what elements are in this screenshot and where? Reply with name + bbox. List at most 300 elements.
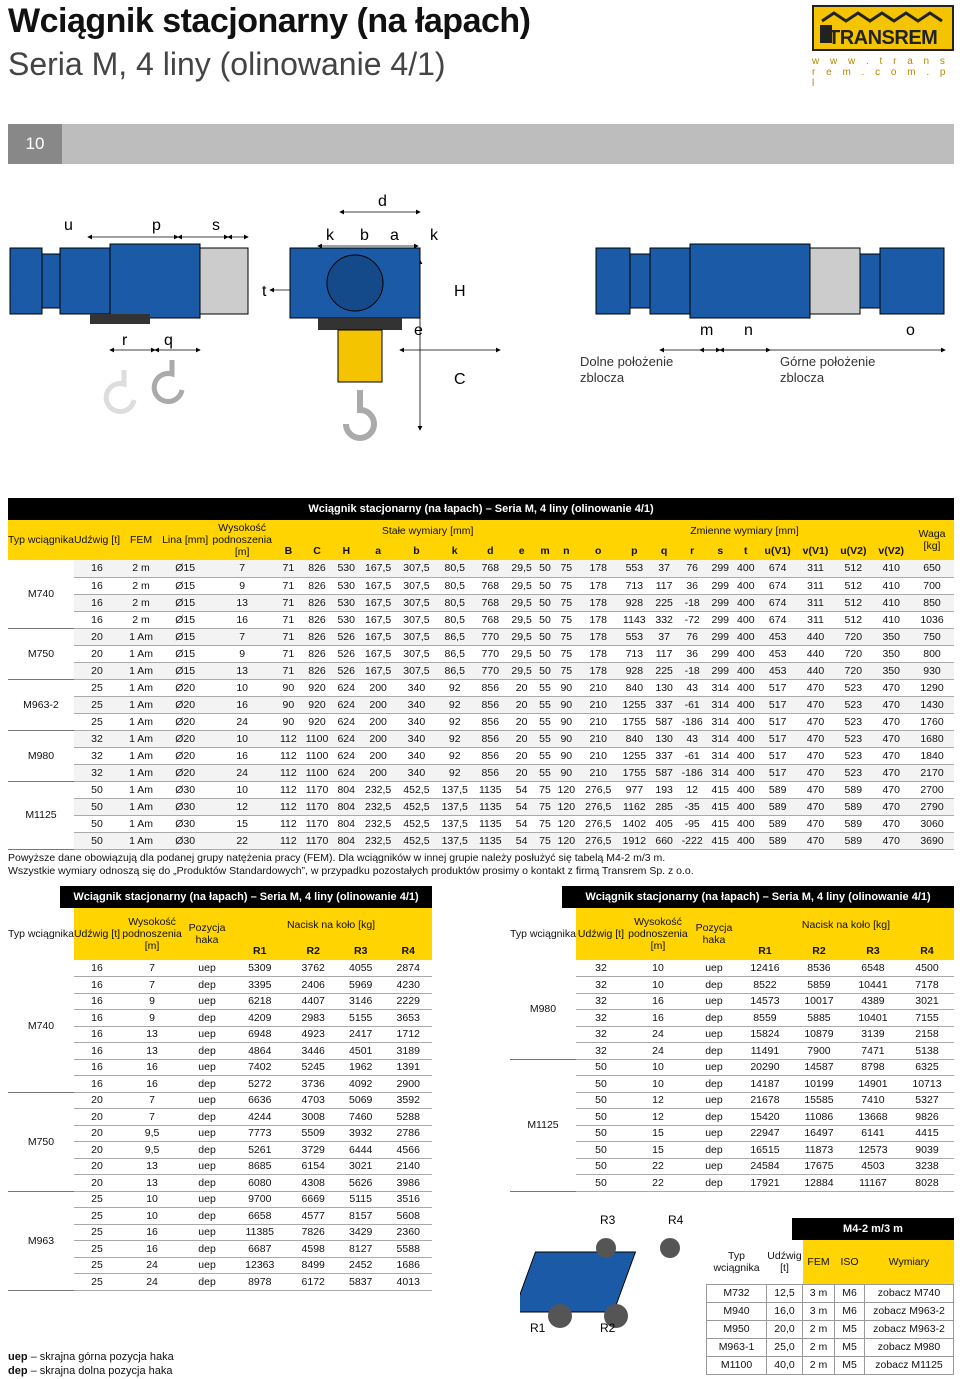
cell: 5626 xyxy=(337,1175,385,1192)
cell: dep xyxy=(184,1043,230,1060)
cell: 12 xyxy=(626,1109,690,1126)
cell: 415 xyxy=(708,815,734,832)
hoist-type: M740 xyxy=(8,560,74,628)
cell: 350 xyxy=(872,662,910,679)
cell: 29,5 xyxy=(507,628,537,645)
cell: 167,5 xyxy=(359,645,397,662)
cell: 1 Am xyxy=(120,679,162,696)
wl-h-load: Nacisk na koło [kg] xyxy=(230,908,432,942)
cell: 2983 xyxy=(289,1010,337,1027)
cell: 314 xyxy=(708,730,734,747)
table-row xyxy=(8,1191,432,1208)
cell: 50 xyxy=(537,611,554,628)
cell: 75 xyxy=(537,781,554,798)
cell: 4209 xyxy=(230,1010,289,1027)
cell: 16 xyxy=(74,611,120,628)
col-u(V1): u(V1) xyxy=(759,542,797,560)
table-row xyxy=(510,1142,954,1159)
cell: 8685 xyxy=(230,1158,289,1175)
table-row xyxy=(510,977,954,994)
cell: 1135 xyxy=(474,781,507,798)
cell: 2900 xyxy=(384,1076,432,1093)
cell: 2360 xyxy=(384,1224,432,1241)
dim-p: p xyxy=(152,217,161,234)
cell: 15420 xyxy=(738,1109,792,1126)
col-R4: R4 xyxy=(900,942,954,960)
cell: 650 xyxy=(910,560,954,577)
cell: 1755 xyxy=(617,713,651,730)
cell: 15 xyxy=(626,1142,690,1159)
cell: 2417 xyxy=(337,1026,385,1043)
cell: 120 xyxy=(554,781,580,798)
cell: 713 xyxy=(617,645,651,662)
cell: 8522 xyxy=(738,977,792,994)
m4-h-dim: Wymiary xyxy=(865,1240,954,1284)
cell: 37 xyxy=(651,560,677,577)
cell: 6080 xyxy=(230,1175,289,1192)
cell: uep xyxy=(184,1059,230,1076)
cell: zobacz M740 xyxy=(865,1284,954,1302)
cell: 526 xyxy=(333,645,359,662)
cell: 16 xyxy=(120,1224,184,1241)
cell: 470 xyxy=(797,730,834,747)
page-bar xyxy=(8,124,954,164)
cell: zobacz M1125 xyxy=(865,1356,954,1374)
wr-h-cap: Udźwig [t] xyxy=(576,908,626,960)
cell: zobacz M963-2 xyxy=(865,1302,954,1320)
cell: 24 xyxy=(120,1274,184,1291)
cell: 25 xyxy=(74,679,120,696)
cell: 20 xyxy=(74,1142,120,1159)
cell: 6658 xyxy=(230,1208,289,1225)
dim-e: e xyxy=(414,322,423,339)
dim-H: H xyxy=(454,283,466,300)
cell: dep xyxy=(184,1076,230,1093)
cell: 16515 xyxy=(738,1142,792,1159)
cell: 178 xyxy=(579,594,617,611)
cell: 24584 xyxy=(738,1158,792,1175)
cell: 86,5 xyxy=(436,645,474,662)
cell: 276,5 xyxy=(579,781,617,798)
cell: 92 xyxy=(436,747,474,764)
hoist-type: M1125 xyxy=(8,781,74,849)
cell: 193 xyxy=(651,781,677,798)
cell: 7 xyxy=(208,560,276,577)
cell: -95 xyxy=(677,815,708,832)
cell: 20 xyxy=(507,747,537,764)
h-cap: Udźwig [t] xyxy=(74,520,120,560)
notes xyxy=(8,852,694,878)
cell: 3189 xyxy=(384,1043,432,1060)
cell: 43 xyxy=(677,679,708,696)
cell: 178 xyxy=(579,662,617,679)
cell: 3238 xyxy=(900,1158,954,1175)
cell: 400 xyxy=(733,815,759,832)
upper-position-label: Górne położenie xyxy=(780,354,876,369)
cell: 80,5 xyxy=(436,594,474,611)
cell: 16 xyxy=(74,594,120,611)
cell: M963-1 xyxy=(707,1338,767,1356)
cell: 15824 xyxy=(738,1026,792,1043)
cell: 512 xyxy=(834,577,872,594)
cell: 32 xyxy=(576,977,626,994)
cell: 10401 xyxy=(846,1010,900,1027)
cell: 4407 xyxy=(289,993,337,1010)
cell: 587 xyxy=(651,764,677,781)
cell: 553 xyxy=(617,628,651,645)
wheel-load-table-left xyxy=(8,886,432,1291)
cell: 2158 xyxy=(900,1026,954,1043)
col-m: m xyxy=(537,542,554,560)
cell: 92 xyxy=(436,730,474,747)
cell: 16 xyxy=(74,977,120,994)
cell: dep xyxy=(690,977,738,994)
cell: 523 xyxy=(834,696,872,713)
cell: 75 xyxy=(537,832,554,849)
cell: 5138 xyxy=(900,1043,954,1060)
h-fem: FEM xyxy=(120,520,162,560)
cell: 50 xyxy=(576,1092,626,1109)
note-line-1: Powyższe dane obowiązują dla podanej grupy natężenia pracy (FEM). Dla wciągników w innej grupie należy posłużyć się tabelą M4-2 m/3 m. xyxy=(8,852,666,864)
table-row xyxy=(8,1092,432,1109)
cell: 1 Am xyxy=(120,662,162,679)
cell: 11873 xyxy=(792,1142,846,1159)
table-row xyxy=(510,1109,954,1126)
m4-table-block xyxy=(706,1218,954,1375)
cell: 523 xyxy=(834,747,872,764)
cell: 4566 xyxy=(384,1142,432,1159)
table-row xyxy=(8,832,954,849)
cell: 22 xyxy=(208,832,276,849)
col-v(V2): v(V2) xyxy=(872,542,910,560)
cell: 674 xyxy=(759,577,797,594)
cell: 16 xyxy=(120,1076,184,1093)
dim-u: u xyxy=(64,217,73,234)
cell: 17921 xyxy=(738,1175,792,1192)
m4-h-fem: FEM xyxy=(803,1240,835,1284)
cell: 20 xyxy=(74,1125,120,1142)
cell: 13 xyxy=(120,1158,184,1175)
cell: 920 xyxy=(301,713,334,730)
cell: 720 xyxy=(834,662,872,679)
col-e: e xyxy=(507,542,537,560)
cell: 4308 xyxy=(289,1175,337,1192)
dim-t: t xyxy=(262,283,267,300)
cell: 299 xyxy=(708,628,734,645)
cell: 470 xyxy=(872,781,910,798)
cell: Ø15 xyxy=(162,594,208,611)
cell: Ø15 xyxy=(162,611,208,628)
cell: 340 xyxy=(397,730,435,747)
cell: 5069 xyxy=(337,1092,385,1109)
cell: 826 xyxy=(301,611,334,628)
cell: 36 xyxy=(677,577,708,594)
wheel-R4: R4 xyxy=(668,1213,684,1227)
dim-r: r xyxy=(122,332,128,349)
col-v(V1): v(V1) xyxy=(797,542,834,560)
hoist-type: M980 xyxy=(8,730,74,781)
cell: 589 xyxy=(834,832,872,849)
cell: 54 xyxy=(507,781,537,798)
table-row xyxy=(510,1158,954,1175)
wl-h-pos: Pozycja haka xyxy=(184,908,230,960)
cell: 624 xyxy=(333,696,359,713)
cell: 1391 xyxy=(384,1059,432,1076)
cell: uep xyxy=(184,993,230,1010)
cell: 71 xyxy=(276,662,300,679)
cell: 470 xyxy=(872,815,910,832)
cell: 90 xyxy=(554,713,580,730)
cell: 337 xyxy=(651,747,677,764)
cell: 12363 xyxy=(230,1257,289,1274)
cell: 54 xyxy=(507,815,537,832)
cell: 768 xyxy=(474,594,507,611)
cell: 9 xyxy=(120,1010,184,1027)
cell: 232,5 xyxy=(359,798,397,815)
h-lift: Wysokość podnoszenia [m] xyxy=(208,520,276,560)
cell: 5245 xyxy=(289,1059,337,1076)
cell: 523 xyxy=(834,679,872,696)
cell: 276,5 xyxy=(579,815,617,832)
cell: 517 xyxy=(759,747,797,764)
cell: 5588 xyxy=(384,1241,432,1258)
cell: 6548 xyxy=(846,960,900,977)
m4-body xyxy=(707,1284,954,1374)
cell: 55 xyxy=(537,730,554,747)
cell: 589 xyxy=(834,798,872,815)
cell: 210 xyxy=(579,764,617,781)
cell: 16 xyxy=(120,1241,184,1258)
cell: 75 xyxy=(537,798,554,815)
cell: 3932 xyxy=(337,1125,385,1142)
cell: 624 xyxy=(333,764,359,781)
cell: 452,5 xyxy=(397,798,435,815)
cell: 1135 xyxy=(474,815,507,832)
col-q: q xyxy=(651,542,677,560)
cell: 22 xyxy=(626,1158,690,1175)
cell: 3986 xyxy=(384,1175,432,1192)
cell: 350 xyxy=(872,628,910,645)
cell: 13 xyxy=(120,1175,184,1192)
cell: 453 xyxy=(759,628,797,645)
cell: 3139 xyxy=(846,1026,900,1043)
table-row xyxy=(8,730,954,747)
cell: 314 xyxy=(708,696,734,713)
cell: 75 xyxy=(554,611,580,628)
cell: 112 xyxy=(276,747,300,764)
cell: 5608 xyxy=(384,1208,432,1225)
cell: 76 xyxy=(677,560,708,577)
cell: M940 xyxy=(707,1302,767,1320)
cell: 90 xyxy=(276,713,300,730)
cell: 71 xyxy=(276,577,300,594)
cell: 10 xyxy=(208,781,276,798)
cell: 307,5 xyxy=(397,662,435,679)
cell: 7773 xyxy=(230,1125,289,1142)
cell: 1912 xyxy=(617,832,651,849)
cell: 55 xyxy=(537,764,554,781)
cell: 1255 xyxy=(617,696,651,713)
cell: 299 xyxy=(708,645,734,662)
cell: 137,5 xyxy=(436,798,474,815)
wheel-layout-figure xyxy=(520,1212,700,1342)
cell: 50 xyxy=(576,1125,626,1142)
cell: 9 xyxy=(208,577,276,594)
cell: 16 xyxy=(626,1010,690,1027)
cell: 517 xyxy=(759,713,797,730)
page-number: 10 xyxy=(8,124,62,164)
cell: 530 xyxy=(333,594,359,611)
cell: 20 xyxy=(507,713,537,730)
cell: 4055 xyxy=(337,960,385,977)
main-table-title: Wciągnik stacjonarny (na łapach) – Seria M, 4 liny (olinowanie 4/1) xyxy=(8,498,954,520)
cell: 856 xyxy=(474,713,507,730)
cell: 826 xyxy=(301,560,334,577)
cell: 20 xyxy=(507,730,537,747)
cell: 589 xyxy=(759,815,797,832)
cell: 10 xyxy=(626,1059,690,1076)
table-row xyxy=(8,747,954,764)
cell: -61 xyxy=(677,696,708,713)
cell: 624 xyxy=(333,747,359,764)
col-u(V2): u(V2) xyxy=(834,542,872,560)
cell: Ø20 xyxy=(162,713,208,730)
cell: 10 xyxy=(120,1208,184,1225)
cell: 10713 xyxy=(900,1076,954,1093)
cell: 32 xyxy=(576,1026,626,1043)
cell: uep xyxy=(184,1125,230,1142)
table-row xyxy=(510,993,954,1010)
cell: 3 m xyxy=(803,1302,835,1320)
cell: 24 xyxy=(208,764,276,781)
wr-h-pos: Pozycja haka xyxy=(690,908,738,960)
cell: 299 xyxy=(708,560,734,577)
cell: 25 xyxy=(74,1241,120,1258)
cell: 5261 xyxy=(230,1142,289,1159)
cell: Ø30 xyxy=(162,832,208,849)
cell: 589 xyxy=(759,781,797,798)
cell: dep xyxy=(184,1109,230,1126)
cell: 86,5 xyxy=(436,662,474,679)
cell: 826 xyxy=(301,662,334,679)
table-row xyxy=(510,1175,954,1192)
cell: 137,5 xyxy=(436,832,474,849)
cell: 8978 xyxy=(230,1274,289,1291)
cell: 24 xyxy=(626,1026,690,1043)
table-row xyxy=(707,1338,954,1356)
cell: 720 xyxy=(834,628,872,645)
lower-position-label: Dolne położenie xyxy=(580,354,674,369)
cell: 71 xyxy=(276,611,300,628)
wl-h-lift: Wysokość podnoszenia [m] xyxy=(120,908,184,960)
cell: 16497 xyxy=(792,1125,846,1142)
cell: 120 xyxy=(554,798,580,815)
cell: 713 xyxy=(617,577,651,594)
cell: 10 xyxy=(626,960,690,977)
cell: Ø30 xyxy=(162,798,208,815)
cell: 299 xyxy=(708,594,734,611)
cell: 24 xyxy=(208,713,276,730)
cell: 587 xyxy=(651,713,677,730)
cell: 1135 xyxy=(474,798,507,815)
cell: 337 xyxy=(651,696,677,713)
table-row xyxy=(8,781,954,798)
cell: 4598 xyxy=(289,1241,337,1258)
cell: 25 xyxy=(74,696,120,713)
cell: 589 xyxy=(759,832,797,849)
cell: 9,5 xyxy=(120,1125,184,1142)
h-type: Typ wciągnika xyxy=(8,520,74,560)
cell: 470 xyxy=(797,713,834,730)
cell: 54 xyxy=(507,832,537,849)
cell: 25 xyxy=(74,1191,120,1208)
cell: Ø20 xyxy=(162,747,208,764)
col-R1: R1 xyxy=(230,942,289,960)
cell: 75 xyxy=(554,577,580,594)
cell: 4703 xyxy=(289,1092,337,1109)
table-row xyxy=(510,1010,954,1027)
cell: 10 xyxy=(120,1191,184,1208)
cell: 6669 xyxy=(289,1191,337,1208)
wheel-R2: R2 xyxy=(600,1321,616,1335)
cell: 32 xyxy=(74,730,120,747)
table-row xyxy=(510,960,954,977)
cell: uep xyxy=(184,960,230,977)
cell: 340 xyxy=(397,747,435,764)
cell: 232,5 xyxy=(359,815,397,832)
cell: 1100 xyxy=(301,747,334,764)
cell: 1170 xyxy=(301,798,334,815)
wl-body xyxy=(8,960,432,1290)
cell: 2 m xyxy=(120,611,162,628)
cell: 32 xyxy=(576,1010,626,1027)
cell: 1170 xyxy=(301,815,334,832)
cell: 400 xyxy=(733,628,759,645)
cell: 178 xyxy=(579,611,617,628)
dim-q: q xyxy=(164,332,173,349)
cell: 314 xyxy=(708,747,734,764)
cell: 7 xyxy=(120,977,184,994)
cell: 9 xyxy=(208,645,276,662)
cell: dep xyxy=(690,1076,738,1093)
cell: 25 xyxy=(74,1274,120,1291)
cell: 3429 xyxy=(337,1224,385,1241)
cell: -186 xyxy=(677,713,708,730)
table-row xyxy=(8,713,954,730)
cell: 314 xyxy=(708,679,734,696)
cell: 826 xyxy=(301,645,334,662)
cell: 12884 xyxy=(792,1175,846,1192)
cell: 589 xyxy=(759,798,797,815)
cell: 1402 xyxy=(617,815,651,832)
cell: 7 xyxy=(120,960,184,977)
col-r: r xyxy=(677,542,708,560)
cell: 400 xyxy=(733,611,759,628)
cell: 16 xyxy=(74,577,120,594)
cell: 6444 xyxy=(337,1142,385,1159)
cell: 4092 xyxy=(337,1076,385,1093)
cell: 3592 xyxy=(384,1092,432,1109)
cell: 232,5 xyxy=(359,781,397,798)
cell: 20 xyxy=(74,662,120,679)
cell: 16 xyxy=(74,1026,120,1043)
cell: 50 xyxy=(74,832,120,849)
cell: 840 xyxy=(617,730,651,747)
cell: Ø30 xyxy=(162,815,208,832)
wl-h-type: Typ wciągnika xyxy=(8,908,74,960)
cell: 4501 xyxy=(337,1043,385,1060)
cell: 14901 xyxy=(846,1076,900,1093)
